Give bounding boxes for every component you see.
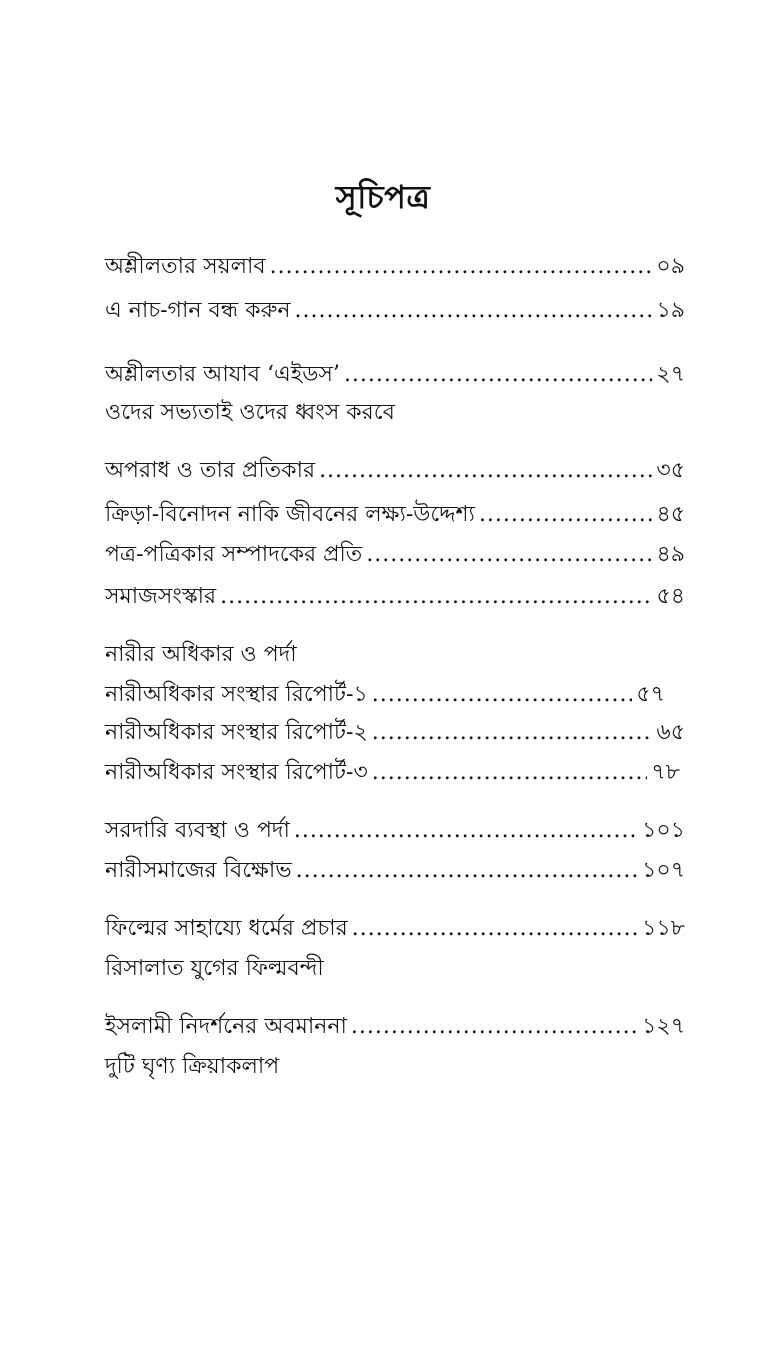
toc-entry-page: ৭৮	[651, 760, 680, 785]
toc-entry-label: অশ্লীলতার আযাব ‘এইডস’	[105, 362, 340, 387]
toc-entry-page: ৫৭	[636, 682, 665, 707]
toc-entry	[105, 582, 685, 612]
toc-entry-label: নারীঅধিকার সংস্থার রিপোর্ট-১	[105, 682, 368, 707]
toc-entry-label: সরদারি ব্যবস্থা ও পর্দা	[105, 818, 290, 843]
toc-subtitle: ওদের সভ্যতাই ওদের ধ্বংস করবে	[105, 400, 395, 425]
toc-entry-page: ১০৭	[642, 858, 685, 883]
dot-leader	[372, 718, 653, 748]
toc-entry-label: ইসলামী নিদর্শনের অবমাননা	[105, 1014, 347, 1039]
toc-entry	[105, 296, 685, 326]
dot-leader	[372, 758, 648, 788]
toc-entry-label: নারীসমাজের বিক্ষোভ	[105, 858, 292, 883]
dot-leader	[479, 500, 653, 530]
dot-leader	[372, 680, 633, 710]
toc-entry-label: অপরাধ ও তার প্রতিকার	[105, 458, 316, 483]
toc-entry-label: পত্র-পত্রিকার সম্পাদকের প্রতি	[105, 542, 363, 567]
toc-entry	[105, 758, 680, 788]
toc-entry-page: ৬৫	[656, 720, 685, 745]
toc-entry	[105, 360, 685, 390]
dot-leader	[352, 914, 638, 944]
toc-entry-label: নারীঅধিকার সংস্থার রিপোর্ট-৩	[105, 760, 368, 785]
toc-entry	[105, 456, 685, 486]
dot-leader	[294, 816, 638, 846]
toc-entry-label: নারীঅধিকার সংস্থার রিপোর্ট-২	[105, 720, 368, 745]
toc-subtitle: রিসালাত যুগের ফিল্মবন্দী	[105, 956, 324, 981]
toc-entry-page: ৪৯	[656, 542, 685, 567]
dot-leader	[296, 856, 638, 886]
toc-entry	[105, 540, 685, 570]
toc-entry	[105, 252, 685, 282]
toc-entry-page: ৪৫	[656, 502, 685, 527]
dot-leader	[319, 456, 652, 486]
dot-leader	[295, 296, 653, 326]
toc-entry-page: ১১৮	[642, 916, 685, 941]
toc-entry	[105, 914, 685, 944]
dot-leader	[366, 540, 652, 570]
toc-entry-label: অশ্লীলতার সয়লাব	[105, 254, 266, 279]
toc-entry	[105, 1012, 685, 1042]
toc-entry-label: ফিল্মের সাহায্যে ধর্মের প্রচার	[105, 916, 348, 941]
toc-entry-page: ১০১	[642, 818, 685, 843]
toc-section-heading: নারীর অধিকার ও পর্দা	[105, 642, 297, 667]
toc-subtitle: দুটি ঘৃণ্য ক্রিয়াকলাপ	[105, 1054, 280, 1079]
toc-entry-page: ১৯	[656, 298, 685, 323]
toc-entry-label: এ নাচ-গান বন্ধ করুন	[105, 298, 291, 323]
toc-entry	[105, 816, 685, 846]
dot-leader	[344, 360, 652, 390]
toc-entry	[105, 680, 665, 710]
dot-leader	[220, 582, 652, 612]
toc-entry-page: ৩৫	[656, 458, 685, 483]
toc-entry-label: সমাজসংস্কার	[105, 584, 217, 609]
toc-entry-page: ৫৪	[656, 584, 685, 609]
toc-entry	[105, 500, 685, 530]
toc-entry-page: ২৭	[656, 362, 685, 387]
toc-entry-page: ০৯	[656, 254, 685, 279]
toc-entry	[105, 856, 685, 886]
toc-entry	[105, 718, 685, 748]
page-title: সূচিপত্র	[335, 178, 431, 216]
toc-entry-page: ১২৭	[642, 1014, 685, 1039]
dot-leader	[351, 1012, 638, 1042]
toc-entry-label: ক্রিড়া-বিনোদন নাকি জীবনের লক্ষ্য-উদ্দেশ্য	[105, 502, 475, 527]
dot-leader	[270, 252, 653, 282]
